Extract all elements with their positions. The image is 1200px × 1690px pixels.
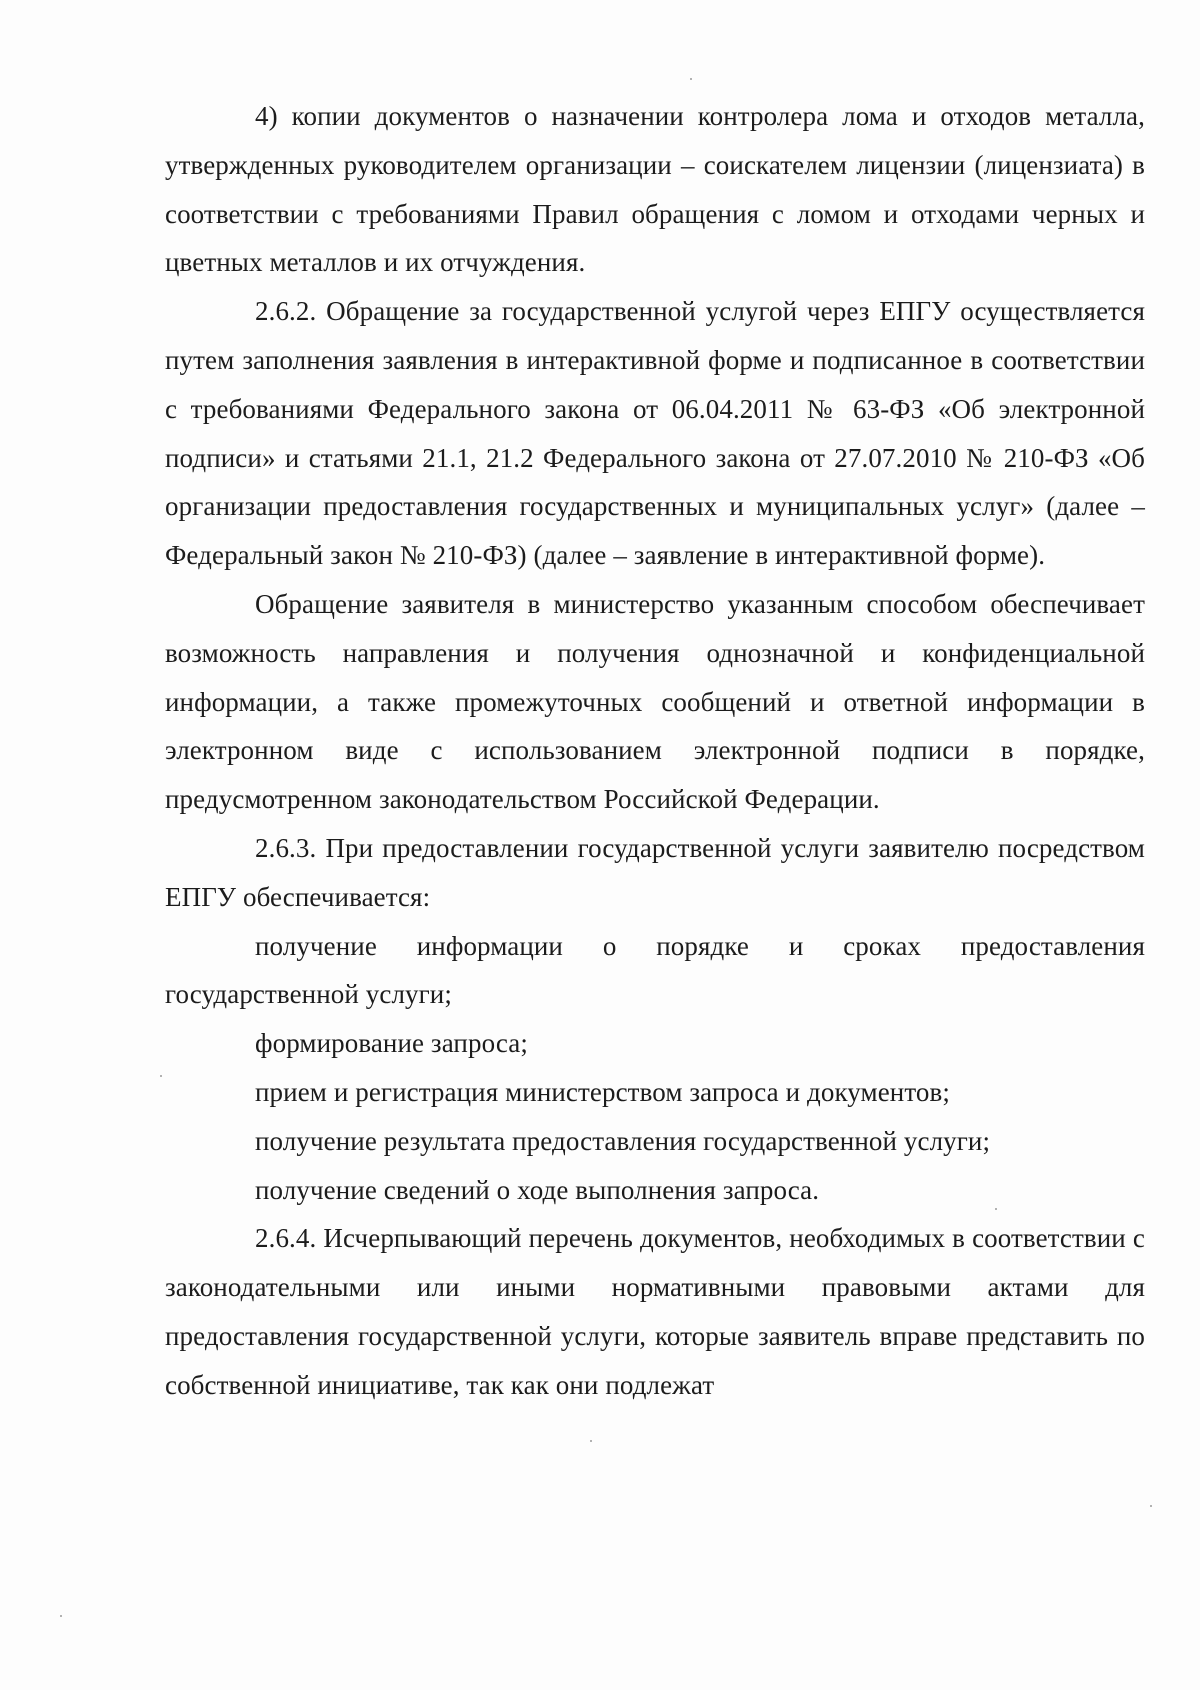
list-item-request-forming: формирование запроса; (255, 1028, 528, 1059)
scan-speck (995, 1208, 997, 1210)
paragraph-2-6-4: 2.6.4. Исчерпывающий перечень документов, необходимых в соответствии с законодательными или иными нормативными правовыми актами для предоставления государственной услуги, которые заявитель вправе представить по собственной инициативе, так как они подлежат (165, 1223, 1145, 1400)
scan-speck (690, 78, 692, 80)
scan-speck (160, 1075, 162, 1077)
paragraph-2-6-2: 2.6.2. Обращение за государственной услугой через ЕПГУ осуществляется путем заполнения заявления в интерактивной форме и подписанное в соответствии с требованиями Федерального закона от 06.04.2011 № 63-ФЗ «Об электронной подписи» и статьями 21.1, 21.2 Федерального закона от 27.07.2010 № 210-ФЗ «Об организации предоставления государственных и муниципальных услуг» (далее – Федеральный закон № 210-ФЗ) (далее – заявление в интерактивной форме). (165, 296, 1145, 571)
document-body (165, 92, 1145, 1410)
list-item-result: получение результата предоставления государственной услуги; (255, 1125, 991, 1156)
scan-speck (60, 1615, 62, 1617)
scan-speck (1150, 1505, 1152, 1507)
list-item-registration: прием и регистрация министерством запроса и документов; (255, 1076, 950, 1107)
list-item-information: получение информации о порядке и сроках предоставления государственной услуги; (165, 930, 1145, 1010)
scan-speck (590, 1440, 592, 1442)
list-item-progress: получение сведений о ходе выполнения запроса. (255, 1174, 820, 1205)
paragraph-2-6-3: 2.6.3. При предоставлении государственной услуги заявителю посредством ЕПГУ обеспечивается: (165, 832, 1145, 912)
paragraph-applicant-request: Обращение заявителя в министерство указанным способом обеспечивает возможность направления и получения однозначной и конфиденциальной информации, а также промежуточных сообщений и ответной информации в электронном виде с использованием электронной подписи в порядке, предусмотренном законодательством Российской Федерации. (165, 588, 1145, 815)
paragraph-item-4-metal-controller: 4) копии документов о назначении контролера лома и отходов металла, утвержденных руководителем организации – соискателем лицензии (лицензиата) в соответствии с требованиями Правил обращения с ломом и отходами черных и цветных металлов и их отчуждения. (165, 101, 1145, 278)
